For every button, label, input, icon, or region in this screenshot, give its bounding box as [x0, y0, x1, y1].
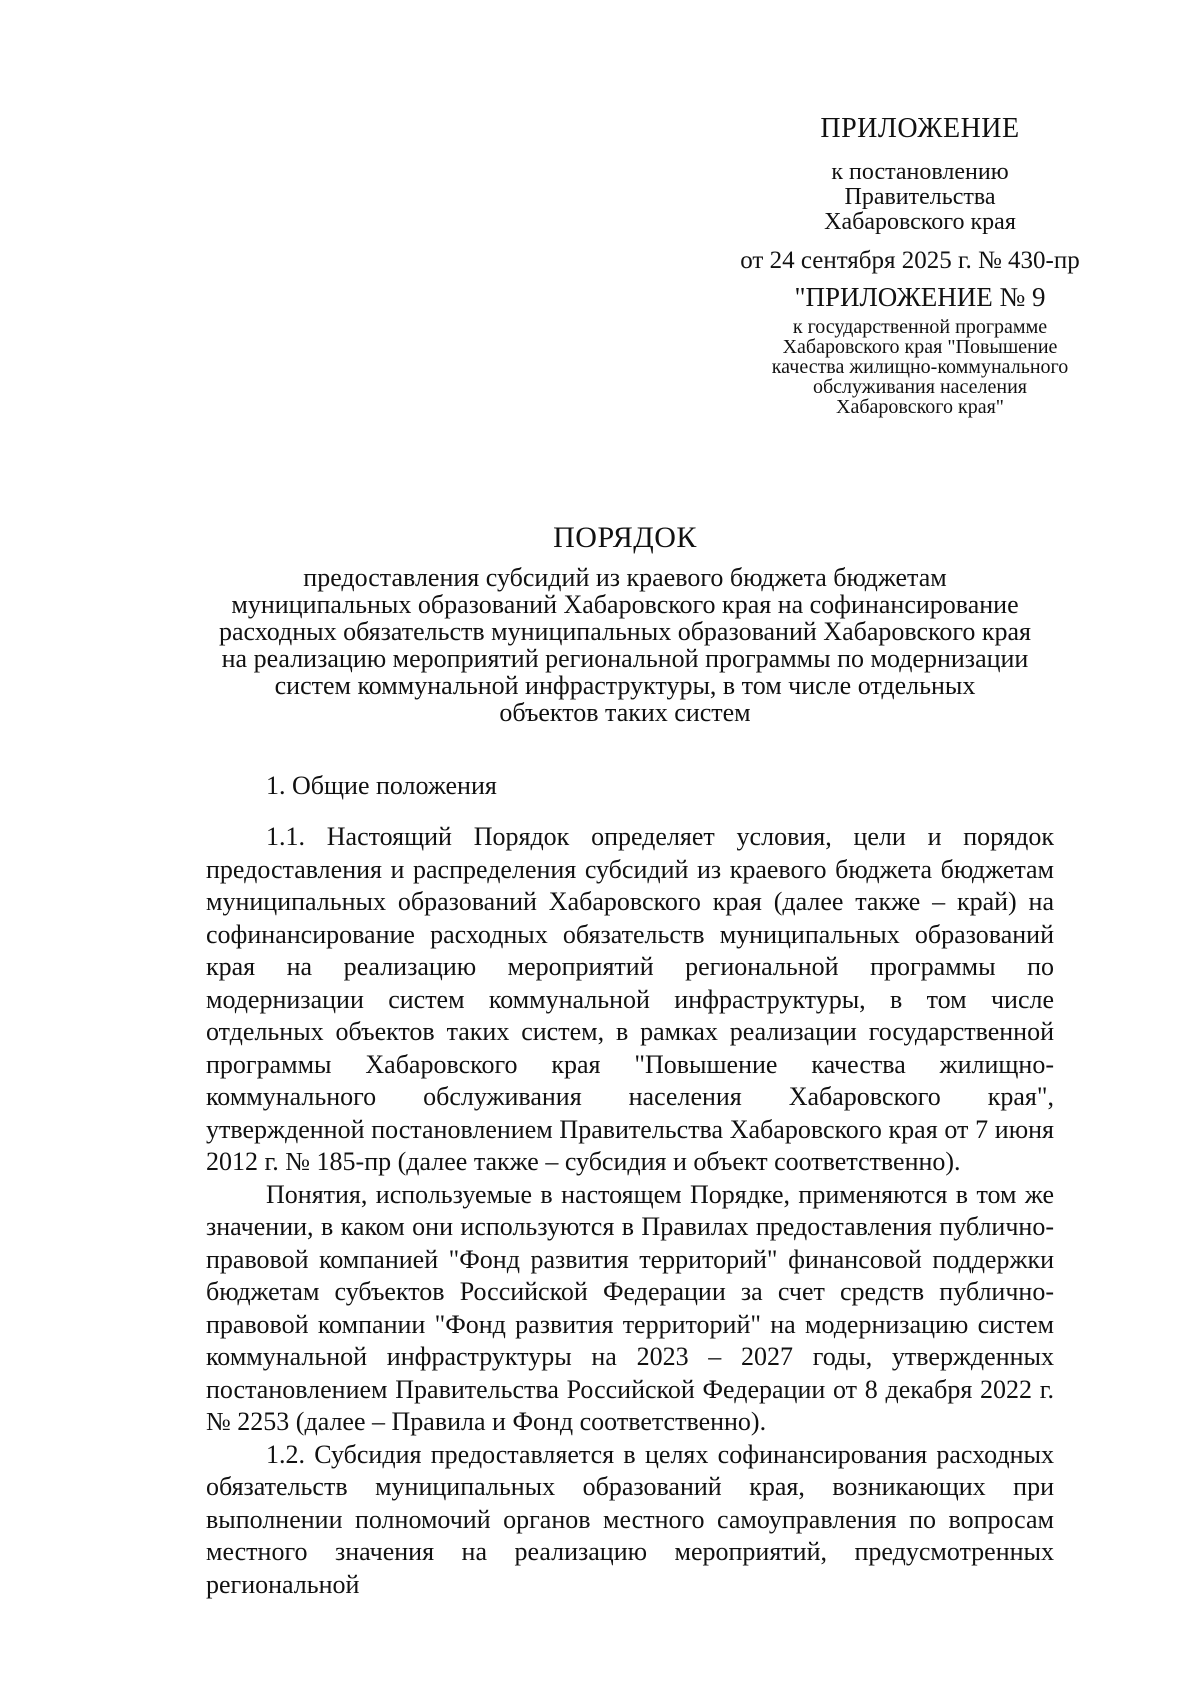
document-title: ПОРЯДОК	[553, 521, 697, 554]
appendix-line: Хабаровского края	[824, 209, 1016, 235]
document-subtitle-line: на реализацию мероприятий региональной программы по модернизации	[221, 644, 1029, 673]
appendix9-line: к государственной программе	[792, 316, 1048, 338]
paragraph-1-1: 1.1. Настоящий Порядок определяет условия, цели и порядок предоставления и распределения субсидий из краевого бюджета бюджетам муниципальных образований Хабаровского края (далее также – край) на софинансирование расходных обязательств муниципальных образований края на реализацию мероприятий региональной программы по модернизации систем коммунальной инфраструктуры, в том числе отдельных объектов таких систем, в рамках реализации государственной программы Хабаровского края "Повышение качества жилищно-коммунального обслуживания населения Хабаровского края", утвержденной постановлением Правительства Хабаровского края от 7 июня 2012 г. № 185-пр (далее также – субсидия и объект соответственно).	[206, 822, 1054, 1176]
appendix9-line: обслуживания населения	[813, 376, 1027, 398]
appendix9-line: Хабаровского края "Повышение	[782, 336, 1058, 358]
document-subtitle-line: муниципальных образований Хабаровского края на софинансирование	[231, 590, 1019, 619]
appendix-header	[720, 112, 1120, 417]
document-subtitle-line: предоставления субсидий из краевого бюджета бюджетам	[303, 563, 947, 592]
document-subtitle-line: расходных обязательств муниципальных образований Хабаровского края	[218, 617, 1032, 646]
appendix9-title: "ПРИЛОЖЕНИЕ № 9	[794, 282, 1046, 312]
section-heading: 1. Общие положения	[266, 771, 497, 800]
appendix9-line: качества жилищно-коммунального	[771, 356, 1069, 378]
resolution-date: от 24 сентября 2025 г. № 430-пр	[740, 247, 1080, 274]
appendix9-line: Хабаровского края"	[836, 396, 1004, 418]
appendix-line: Правительства	[844, 184, 996, 210]
document-title-block	[200, 520, 1050, 726]
document-body	[206, 770, 1054, 1601]
appendix-title: ПРИЛОЖЕНИЕ	[820, 113, 1020, 144]
document-subtitle-line: объектов таких систем	[499, 698, 751, 727]
paragraph-1-1-definitions: Понятия, используемые в настоящем Порядке, применяются в том же значении, в каком они используются в Правилах предоставления публично-правовой компанией "Фонд развития территорий" финансовой поддержки бюджетам субъектов Российской Федерации за счет средств публично-правовой компании "Фонд развития территорий" на модернизацию систем коммунальной инфраструктуры на 2023 – 2027 годы, утвержденных постановлением Правительства Российской Федерации от 8 декабря 2022 г. № 2253 (далее – Правила и Фонд соответственно).	[206, 1179, 1054, 1436]
document-subtitle-line: систем коммунальной инфраструктуры, в том числе отдельных	[274, 671, 976, 700]
paragraph-1-2: 1.2. Субсидия предоставляется в целях софинансирования расходных обязательств муниципальных образований края, возникающих при выполнении полномочий органов местного самоуправления по вопросам местного значения на реализацию мероприятий, предусмотренных региональной	[206, 1439, 1054, 1599]
appendix-line: к постановлению	[831, 159, 1009, 185]
